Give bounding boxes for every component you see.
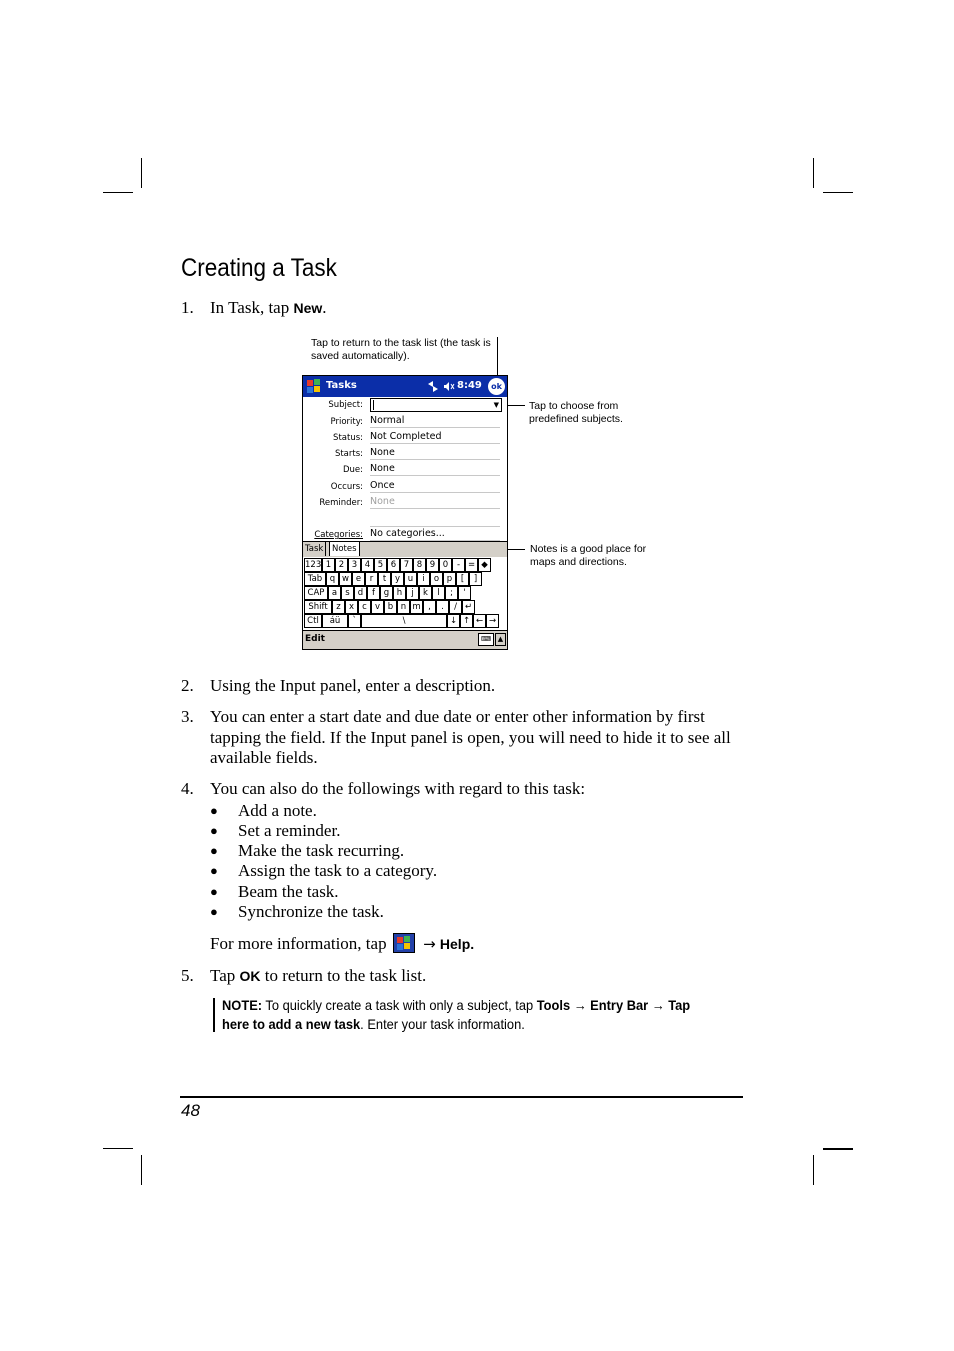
- reminder-field[interactable]: None: [370, 495, 500, 509]
- arrow-icon: →: [423, 935, 436, 953]
- field-label: Status:: [333, 433, 363, 443]
- bullet-icon: ●: [210, 843, 218, 858]
- menu-bar: [303, 630, 507, 650]
- keyboard-key[interactable]: 7: [400, 558, 413, 572]
- step-text: Using the Input panel, enter a description.: [210, 676, 496, 695]
- crop-mark: [813, 1155, 814, 1185]
- starts-field[interactable]: None: [370, 446, 500, 460]
- keyboard-key[interactable]: q: [326, 572, 339, 586]
- callout-line: [497, 337, 498, 379]
- keyboard-key[interactable]: ]: [469, 572, 482, 586]
- bullet-icon: ●: [210, 904, 218, 919]
- keyboard-key[interactable]: ↑: [460, 614, 473, 628]
- keyboard-key[interactable]: s: [341, 586, 354, 600]
- edit-menu[interactable]: Edit: [305, 634, 325, 644]
- connectivity-icon[interactable]: [427, 381, 439, 392]
- chevron-up-icon[interactable]: ▲: [495, 633, 506, 646]
- crop-mark: [823, 192, 853, 193]
- page-number: 48: [181, 1101, 200, 1120]
- note-keyword: Tap here to add a new task: [222, 997, 691, 1032]
- keyboard-key[interactable]: v: [371, 600, 384, 614]
- field-label: Due:: [342, 465, 363, 475]
- step-text: [210, 298, 750, 319]
- list-item-text: Add a note.: [238, 801, 317, 820]
- keyboard-key[interactable]: /: [449, 600, 462, 614]
- keyboard-key[interactable]: h: [393, 586, 406, 600]
- keyboard-key[interactable]: ↓: [447, 614, 460, 628]
- callout-subject: Tap to choose from predefined subjects.: [529, 400, 623, 425]
- title-bar: [303, 376, 507, 397]
- note-bar: [213, 998, 215, 1032]
- crop-mark: [103, 1148, 133, 1149]
- keyboard-key[interactable]: ◆: [478, 558, 491, 572]
- tab-strip: [303, 541, 507, 557]
- keyboard-key[interactable]: a: [328, 586, 341, 600]
- more-info-text: For more information, tap: [210, 934, 387, 953]
- bullet-icon: ●: [210, 884, 218, 899]
- step-keyword: New: [293, 300, 323, 316]
- subject-field[interactable]: [370, 398, 502, 412]
- keyboard-key[interactable]: n: [397, 600, 410, 614]
- crop-mark: [141, 158, 142, 188]
- more-info: [210, 933, 474, 954]
- step-keyword: OK: [239, 968, 261, 984]
- callout-notes: Notes is a good place for maps and directions.: [530, 543, 647, 568]
- keyboard-key[interactable]: [: [456, 572, 469, 586]
- footer-rule: [180, 1096, 743, 1098]
- step-text: You can also do the followings with regard to this task:: [210, 779, 586, 798]
- note-keyword: Entry Bar: [590, 997, 649, 1013]
- occurs-field[interactable]: Once: [370, 479, 500, 493]
- field-label: Priority:: [330, 417, 363, 427]
- keyboard-key[interactable]: f: [367, 586, 380, 600]
- speaker-icon[interactable]: [443, 381, 455, 392]
- bullet-icon: ●: [210, 803, 218, 818]
- keyboard-key[interactable]: w: [339, 572, 352, 586]
- step-text: You can enter a start date and due date or enter other information by first tapping the field. If the Input panel is open, you will need to hide it to see all available fields.: [210, 707, 731, 767]
- field-label: Reminder:: [319, 498, 363, 508]
- keyboard-key[interactable]: ': [458, 586, 471, 600]
- step-number: 3.: [181, 707, 194, 726]
- note: [222, 996, 710, 1034]
- crop-mark: [813, 158, 814, 188]
- note-text: . Enter your task information.: [360, 1016, 525, 1032]
- crop-mark: [103, 192, 133, 193]
- step-text-part: In Task, tap: [210, 298, 294, 317]
- windows-start-icon: [393, 933, 415, 953]
- dropdown-arrow-icon[interactable]: ▼: [493, 401, 499, 409]
- priority-field[interactable]: Normal: [370, 414, 500, 428]
- keyboard-key[interactable]: y: [391, 572, 404, 586]
- bullet-icon: ●: [210, 823, 218, 838]
- tab-notes[interactable]: Notes: [329, 542, 360, 556]
- field-label: Starts:: [334, 449, 363, 459]
- pda-screenshot: [302, 375, 508, 650]
- step-number: 1.: [181, 298, 194, 317]
- field-label: Subject:: [328, 400, 363, 410]
- crop-mark: [823, 1148, 853, 1150]
- soft-keyboard: [303, 557, 507, 629]
- keyboard-key[interactable]: t: [378, 572, 391, 586]
- keyboard-key[interactable]: i: [417, 572, 430, 586]
- keyboard-key[interactable]: 123: [305, 560, 322, 570]
- keyboard-key[interactable]: o: [430, 572, 443, 586]
- keyboard-key[interactable]: \: [361, 614, 447, 628]
- keyboard-key[interactable]: Shift: [304, 600, 332, 614]
- step-text-part: .: [322, 298, 327, 317]
- list-item-text: Synchronize the task.: [238, 902, 384, 921]
- keyboard-key[interactable]: 9: [426, 558, 439, 572]
- keyboard-key[interactable]: ;: [445, 586, 458, 600]
- keyboard-key[interactable]: z: [332, 600, 345, 614]
- due-field[interactable]: None: [370, 462, 500, 476]
- tab-task[interactable]: Task: [303, 542, 326, 556]
- keyboard-key[interactable]: =: [465, 558, 478, 572]
- keyboard-key[interactable]: ←: [473, 614, 486, 628]
- keyboard-key[interactable]: Ctl: [304, 614, 322, 628]
- keyboard-key[interactable]: 6: [387, 558, 400, 572]
- keyboard-key[interactable]: u: [404, 572, 417, 586]
- keyboard-key[interactable]: c: [358, 600, 371, 614]
- keyboard-key[interactable]: -: [452, 558, 465, 572]
- keyboard-key[interactable]: CAP: [304, 586, 328, 600]
- help-keyword: Help.: [439, 936, 475, 952]
- ok-button[interactable]: ok: [488, 378, 505, 395]
- status-field[interactable]: Not Completed: [370, 430, 500, 444]
- keyboard-key[interactable]: b: [384, 600, 397, 614]
- keyboard-key[interactable]: d: [354, 586, 367, 600]
- keyboard-key[interactable]: 4: [361, 558, 374, 572]
- list-item-text: Set a reminder.: [238, 821, 341, 840]
- keyboard-key[interactable]: áü: [322, 614, 348, 628]
- keyboard-key[interactable]: ,: [423, 600, 436, 614]
- text-cursor: [373, 400, 374, 410]
- keyboard-key[interactable]: k: [419, 586, 432, 600]
- field-label[interactable]: Categories:: [314, 530, 363, 540]
- keyboard-key[interactable]: 3: [348, 558, 361, 572]
- keyboard-key[interactable]: p: [443, 572, 456, 586]
- field-label: Occurs:: [330, 482, 363, 492]
- keyboard-key[interactable]: 2: [335, 558, 348, 572]
- keyboard-icon[interactable]: ⌨: [478, 633, 494, 646]
- crop-mark: [141, 1155, 142, 1185]
- keyboard-key[interactable]: ↵: [462, 600, 475, 614]
- keyboard-key[interactable]: 0: [439, 558, 452, 572]
- bullet-icon: ●: [210, 863, 218, 878]
- keyboard-key[interactable]: e: [352, 572, 365, 586]
- keyboard-key[interactable]: 5: [374, 558, 387, 572]
- note-keyword: Tools: [536, 997, 571, 1013]
- step-number: 4.: [181, 779, 194, 798]
- step-number: 2.: [181, 676, 194, 695]
- clock[interactable]: 8:49: [457, 380, 482, 391]
- keyboard-key[interactable]: .: [436, 600, 449, 614]
- note-label: NOTE:: [222, 997, 263, 1013]
- keyboard-key[interactable]: `: [348, 614, 361, 628]
- blank-field: [370, 513, 500, 527]
- step-text-part: Tap: [210, 966, 240, 985]
- keyboard-key[interactable]: 8: [413, 558, 426, 572]
- keyboard-key[interactable]: r: [365, 572, 378, 586]
- keyboard-key[interactable]: m: [410, 600, 423, 614]
- keyboard-key[interactable]: Tab: [304, 572, 326, 586]
- keyboard-key[interactable]: g: [380, 586, 393, 600]
- list-item-text: Assign the task to a category.: [238, 861, 438, 880]
- step-text: [210, 966, 750, 987]
- app-title: Tasks: [326, 380, 357, 391]
- categories-field[interactable]: No categories...: [370, 527, 500, 541]
- list-item-text: Make the task recurring.: [238, 841, 405, 860]
- keyboard-key[interactable]: j: [406, 586, 419, 600]
- callout-ok: Tap to return to the task list (the task is saved automatically).: [311, 337, 491, 362]
- page-title: Creating a Task: [181, 254, 337, 282]
- list-item-text: Beam the task.: [238, 882, 339, 901]
- windows-start-icon[interactable]: [305, 377, 323, 395]
- keyboard-key[interactable]: l: [432, 586, 445, 600]
- keyboard-key[interactable]: 1: [322, 558, 335, 572]
- arrow-icon: →: [570, 997, 591, 1013]
- note-text: To quickly create a task with only a subject, tap: [262, 997, 537, 1013]
- keyboard-key[interactable]: →: [486, 614, 499, 628]
- step-number: 5.: [181, 966, 194, 985]
- step-text-part: to return to the task list.: [260, 966, 427, 985]
- keyboard-key[interactable]: x: [345, 600, 358, 614]
- arrow-icon: →: [648, 997, 669, 1013]
